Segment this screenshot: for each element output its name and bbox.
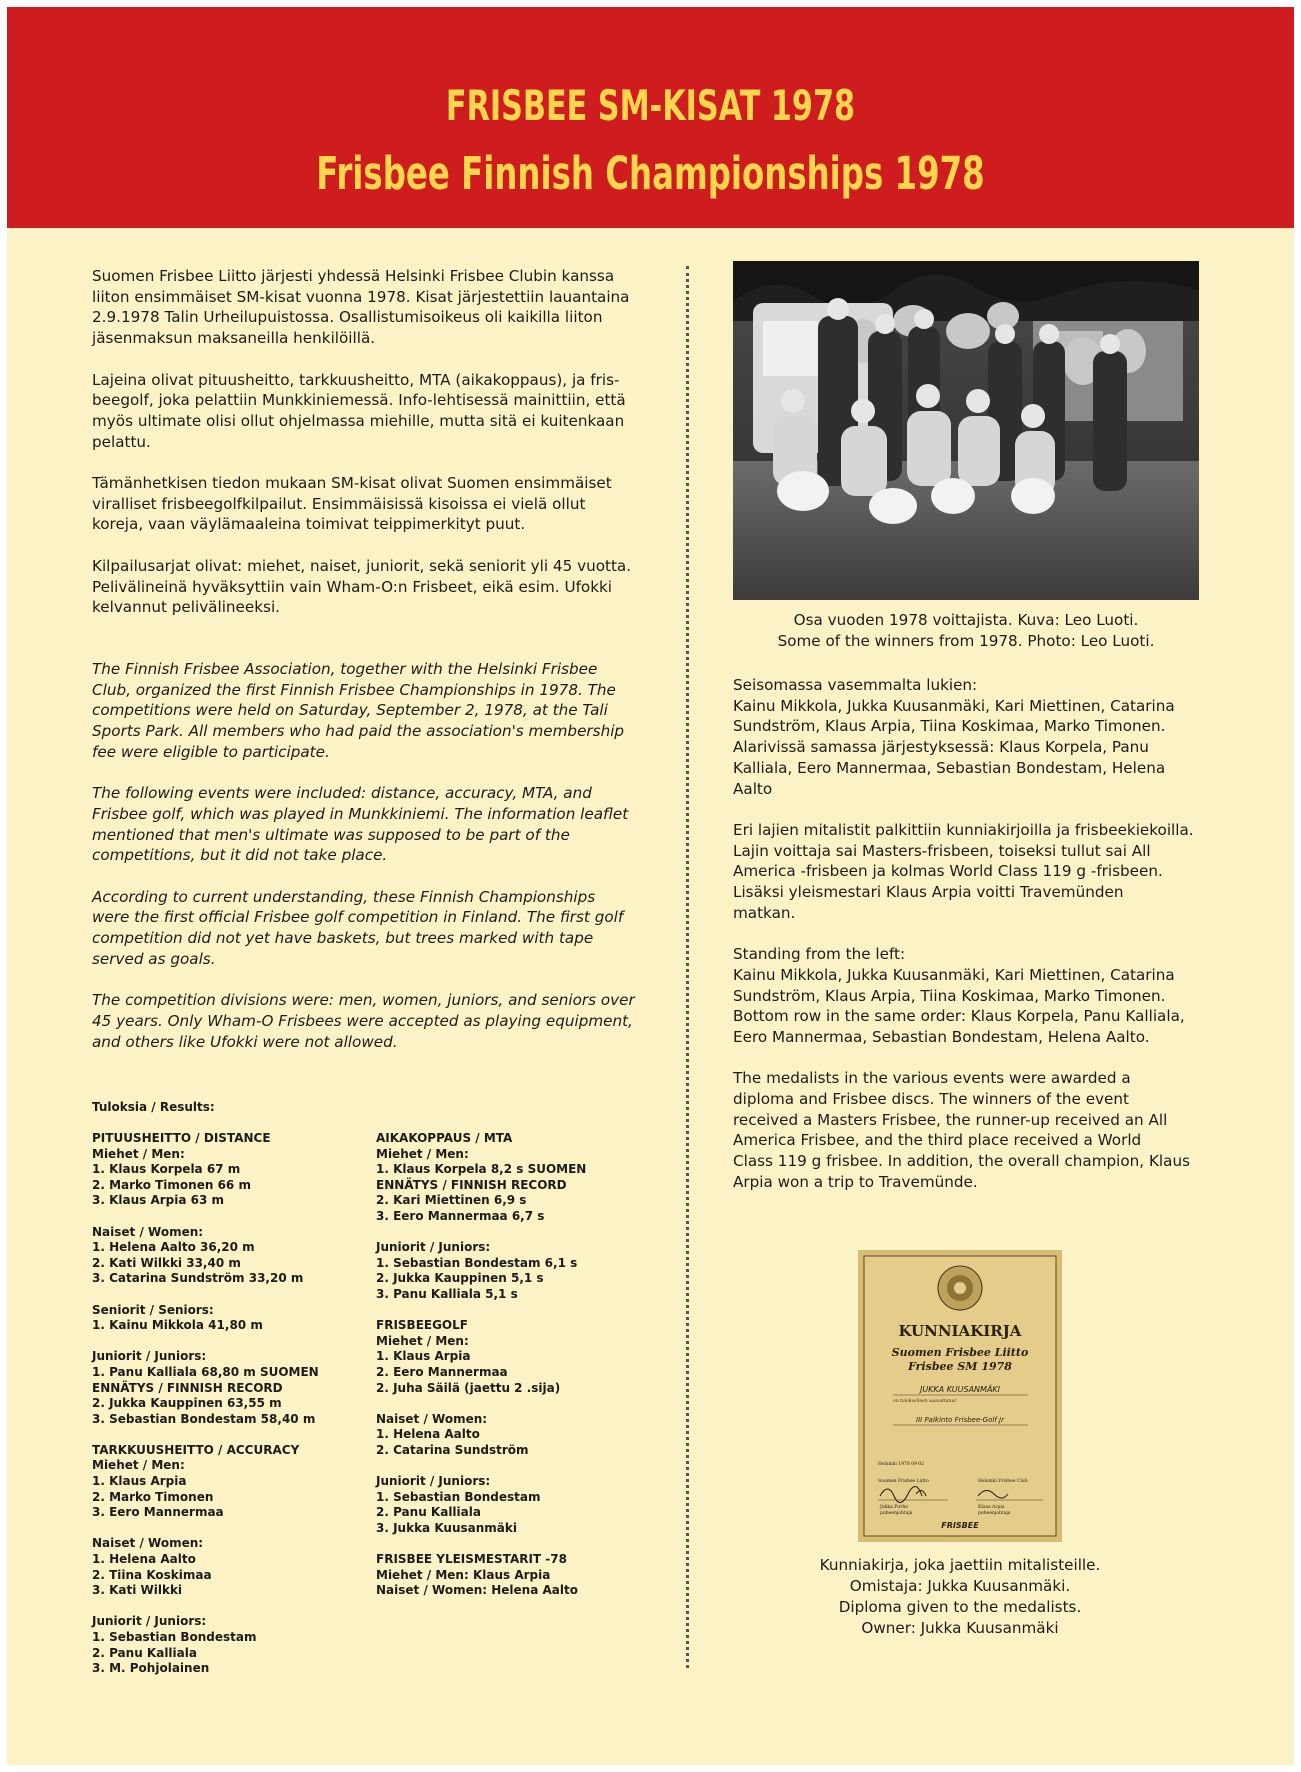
diploma-event: Frisbee SM 1978 <box>908 1360 1012 1373</box>
intro-fi-paragraph: Kilpailusarjat olivat: miehet, naiset, juniorit, sekä seniorit yli 45 vuotta. Pelivälineinä hyväksyttiin vain Wham-O:n Frisbeet, eikä esim. Ufokki kelvannut pelivälineeksi. <box>92 556 632 617</box>
results-block: AIKAKOPPAUS / MTA Miehet / Men: 1. Klaus Korpela 8,2 s SUOMEN ENNÄTYS / FINNISH RECORD 2. Kari Miettinen 6,9 s 3. Eero Mannermaa 6,7 s <box>376 1131 587 1223</box>
left-text-column <box>92 266 662 1073</box>
right-paragraph: Eri lajien mitalistit palkittiin kunniakirjoilla ja frisbeekiekoilla. Lajin voittaja sai Masters-frisbeen, toiseksi tullut sai All America -frisbeen ja kolmas World Class 119 g -frisbeen. Lisäksi yleismestari Klaus Arpia voitti Travemünden matkan. <box>733 820 1194 922</box>
results-left-column <box>92 1131 372 1692</box>
intro-fi-paragraph: Suomen Frisbee Liitto järjesti yhdessä Helsinki Frisbee Clubin kanssa liiton ensimmäiset SM-kisat vuonna 1978. Kisat järjestettiin lauantaina 2.9.1978 Talin Urheilupuistossa. Osallistumisoikeus oli kaikilla liiton jäsenmaksun maksaneilla henkilöillä. <box>92 267 630 348</box>
intro-fi-paragraph: Lajeina olivat pituusheitto, tarkkuusheitto, MTA (aikakoppaus), ja fris- beegolf, joka pelattiin Munkkiniemessä. Info-lehtisessä mainittiin, että myös ultimate olisi ollut ohjelmassa miehille, mutta sitä ei kuitenkaan pelattu. <box>92 370 626 451</box>
results-block: Naiset / Women: 1. Helena Aalto 2. Tiina Koskimaa 3. Kati Wilkki <box>92 1536 212 1598</box>
results-heading: Tuloksia / Results: <box>92 1100 215 1114</box>
results-block: PITUUSHEITTO / DISTANCE Miehet / Men: 1. Klaus Korpela 67 m 2. Marko Timonen 66 m 3. Klaus Arpia 63 m <box>92 1131 271 1208</box>
diploma-line-caption: on tulokselleen saavuttanut <box>893 1399 957 1404</box>
results-block: Juniorit / Juniors: 1. Panu Kalliala 68,80 m SUOMEN ENNÄTYS / FINNISH RECORD 2. Jukka Kauppinen 63,55 m 3. Sebastian Bondestam 58,40 m <box>92 1349 319 1426</box>
results-block: Seniorit / Seniors: 1. Kainu Mikkola 41,80 m <box>92 1302 263 1333</box>
diploma-sig-left-role: puheenjohtaja <box>880 1511 913 1516</box>
results-block: Juniorit / Juniors: 1. Sebastian Bondestam 2. Panu Kalliala 3. M. Pohjolainen <box>92 1614 257 1676</box>
column-divider <box>686 266 689 1668</box>
diploma-title: KUNNIAKIRJA <box>898 1322 1022 1340</box>
right-paragraph: Standing from the left: Kainu Mikkola, Jukka Kuusanmäki, Kari Miettinen, Catarina Sundström, Klaus Arpia, Tiina Koskimaa, Marko Timonen. Bottom row in the same order: Klaus Korpela, Panu Kalliala, Eero Mannermaa, Sebastian Bondestam, Helena Aalto. <box>733 945 1185 1046</box>
intro-en-paragraph: The following events were included: distance, accuracy, MTA, and Frisbee golf, which was played in Munkkiniemi. The information leaflet mentioned that men's ultimate was supposed to be part of the competitions, but it did not take place. <box>92 784 629 865</box>
results-block: Juniorit / Juniors: 1. Sebastian Bondestam 2. Panu Kalliala 3. Jukka Kuusanmäki <box>376 1474 541 1535</box>
results-block: Naiset / Women: 1. Helena Aalto 36,20 m 2. Kati Wilkki 33,40 m 3. Catarina Sundström 33,20 m <box>92 1224 304 1286</box>
diploma-sig-right-name: Klaus Arpia <box>978 1505 1005 1510</box>
results-block: TARKKUUSHEITTO / ACCURACY Miehet / Men: 1. Klaus Arpia 2. Marko Timonen 3. Eero Mannermaa <box>92 1442 300 1520</box>
diploma-recipient: JUKKA KUUSANMÄKI <box>919 1385 1001 1394</box>
results-block: FRISBEE YLEISMESTARIT -78 Miehet / Men: Klaus Arpia Naiset / Women: Helena Aalto <box>376 1552 578 1598</box>
results-block: Naiset / Women: 1. Helena Aalto 2. Catarina Sundström <box>376 1411 529 1457</box>
intro-en-paragraph: According to current understanding, these Finnish Championships were the first official Frisbee golf competition in Finland. The first golf competition did not yet have baskets, but trees marked with tape served as goals. <box>92 887 624 968</box>
diploma-sig-right-org: Helsinki Frisbee Club <box>978 1479 1028 1484</box>
diploma-placement: III Palkinto Frisbee-Golf Jr <box>916 1416 1004 1424</box>
results-block: FRISBEEGOLF Miehet / Men: 1. Klaus Arpia 2. Eero Mannermaa 2. Juha Säilä (jaettu 2 .sija) <box>376 1318 561 1395</box>
intro-fi-paragraph: Tämänhetkisen tiedon mukaan SM-kisat olivat Suomen ensimmäiset viralliset frisbeegolfkilpailut. Ensimmäisissä kisoissa ei vielä ollut koreja, vaan väylämaaleina toimivat teippimerkityt puut. <box>92 474 612 534</box>
winners-photo <box>733 261 1199 600</box>
right-text-column <box>733 675 1203 1213</box>
header-banner <box>7 7 1294 228</box>
photo-caption: Osa vuoden 1978 voittajista. Kuva: Leo Luoti. Some of the winners from 1978. Photo: Leo Luoti. <box>777 611 1155 650</box>
page-title-finnish: FRISBEE SM-KISAT 1978 <box>445 81 856 130</box>
diploma-date: Helsinki 1978 09 02 <box>878 1462 925 1467</box>
results-right-column <box>376 1131 656 1614</box>
diploma-brand-logo: FRISBEE <box>941 1521 979 1530</box>
page-title-english: Frisbee Finnish Championships 1978 <box>316 147 985 200</box>
diploma-org: Suomen Frisbee Liitto <box>891 1346 1029 1359</box>
results-block: Juniorit / Juniors: 1. Sebastian Bondestam 6,1 s 2. Jukka Kauppinen 5,1 s 3. Panu Kalliala 5,1 s <box>376 1240 578 1301</box>
right-paragraph: Seisomassa vasemmalta lukien: Kainu Mikkola, Jukka Kuusanmäki, Kari Miettinen, Catarina Sundström, Klaus Arpia, Tiina Koskimaa, Marko Timonen. Alarivissä samassa järjestyksessä: Klaus Korpela, Panu Kalliala, Eero Mannermaa, Sebastian Bondestam, Helena Aalto <box>733 676 1175 798</box>
diploma-sig-left-org: Suomen Frisbee Liitto <box>878 1479 929 1484</box>
diploma-sig-right-role: puheenjohtaja <box>978 1511 1011 1516</box>
intro-en-paragraph: The competition divisions were: men, women, juniors, and seniors over 45 years. Only Wham-O Frisbees were accepted as playing equipment, and others like Ufokki were not allowed. <box>92 991 635 1051</box>
right-paragraph: The medalists in the various events were awarded a diploma and Frisbee discs. The winners of the event received a Masters Frisbee, the runner-up received an All America Frisbee, and the third place received a World Class 119 g frisbee. In addition, the overall champion, Klaus Arpia won a trip to Travemünde. <box>733 1069 1190 1191</box>
diploma-caption: Kunniakirja, joka jaettiin mitalisteille. Omistaja: Jukka Kuusanmäki. Diploma given to the medalists. Owner: Jukka Kuusanmäki <box>819 1556 1101 1637</box>
diploma-sig-left-name: Jukka Purho <box>880 1505 908 1510</box>
diploma-image <box>858 1250 1062 1542</box>
intro-en-paragraph: The Finnish Frisbee Association, together with the Helsinki Frisbee Club, organized the first Finnish Frisbee Championships in 1978. The competitions were held on Saturday, September 2, 1978, at the Tali Sports Park. All members who had paid the association's membership fee were eligible to participate. <box>92 659 625 761</box>
